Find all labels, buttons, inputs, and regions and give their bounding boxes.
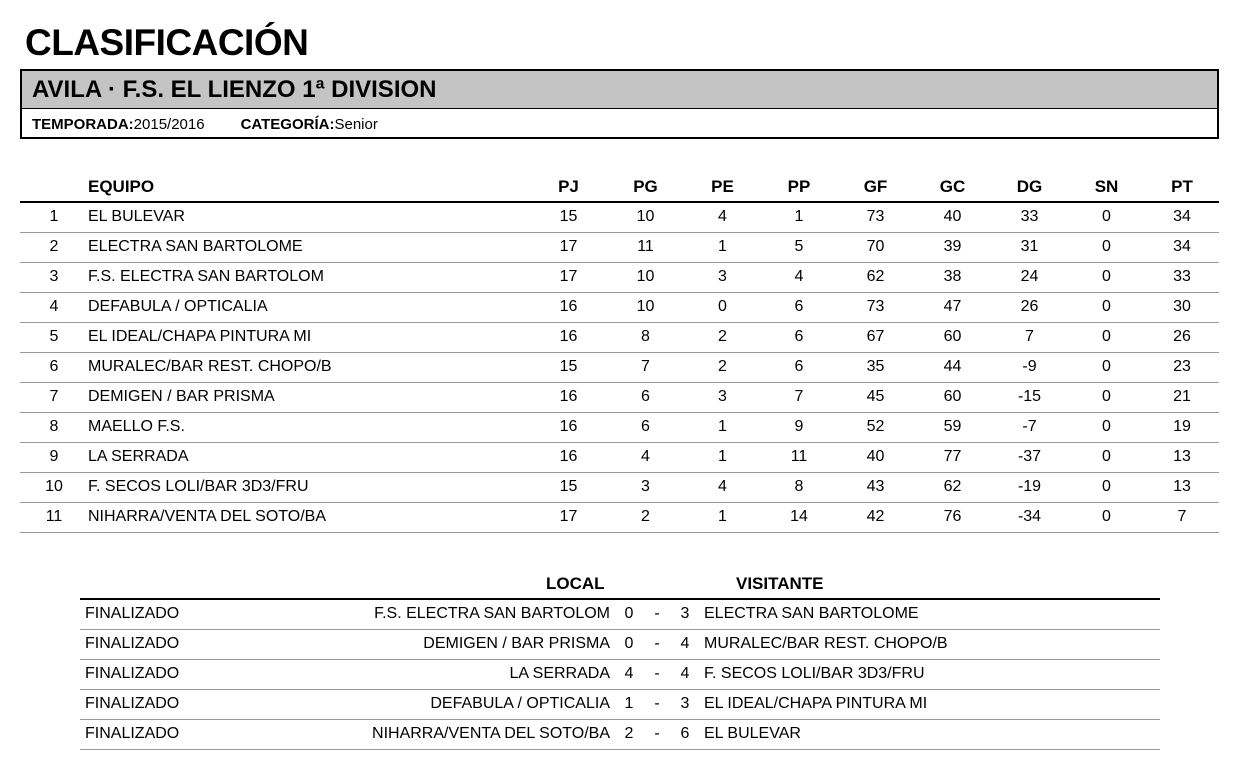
standings-stat: 16	[530, 442, 607, 472]
result-row	[80, 629, 1160, 659]
standings-team: NIHARRA/VENTA DEL SOTO/BA	[88, 502, 530, 532]
standings-row	[20, 442, 1219, 472]
standings-stat: 16	[530, 412, 607, 442]
standings-position: 3	[20, 262, 88, 292]
standings-stat: 0	[1068, 292, 1145, 322]
standings-row	[20, 412, 1219, 442]
standings-header-cell: PT	[1145, 172, 1219, 202]
standings-position: 8	[20, 412, 88, 442]
page-title: CLASIFICACIÓN	[25, 22, 309, 63]
result-separator: -	[648, 599, 666, 629]
standings-stat: 8	[761, 472, 837, 502]
standings-stat: 1	[761, 202, 837, 232]
standings-stat: 13	[1145, 442, 1219, 472]
standings-stat: 73	[837, 292, 914, 322]
result-row	[80, 719, 1160, 749]
standings-stat: 0	[1068, 262, 1145, 292]
standings-stat: 52	[837, 412, 914, 442]
result-status: FINALIZADO	[80, 689, 260, 719]
standings-row	[20, 382, 1219, 412]
standings-stat: 77	[914, 442, 991, 472]
standings-stat: 67	[837, 322, 914, 352]
standings-stat: 0	[684, 292, 761, 322]
standings-stat: 7	[761, 382, 837, 412]
standings-team: ELECTRA SAN BARTOLOME	[88, 232, 530, 262]
result-local-team: F.S. ELECTRA SAN BARTOLOM	[260, 599, 610, 629]
competition-name: AVILA · F.S. EL LIENZO 1ª DIVISION	[32, 75, 437, 103]
standings-stat: 0	[1068, 352, 1145, 382]
standings-stat: 4	[684, 472, 761, 502]
results-table	[80, 598, 1160, 750]
standings-table	[20, 172, 1219, 533]
standings-position: 6	[20, 352, 88, 382]
standings-stat: 19	[1145, 412, 1219, 442]
standings-row	[20, 292, 1219, 322]
standings-stat: 16	[530, 382, 607, 412]
standings-stat: 42	[837, 502, 914, 532]
standings-stat: 23	[1145, 352, 1219, 382]
standings-team: MURALEC/BAR REST. CHOPO/B	[88, 352, 530, 382]
result-local-goals: 4	[610, 659, 648, 689]
standings-stat: -19	[991, 472, 1068, 502]
standings-header-cell	[20, 172, 88, 202]
result-row	[80, 659, 1160, 689]
standings-stat: 62	[837, 262, 914, 292]
standings-stat: 17	[530, 232, 607, 262]
standings-stat: 8	[607, 322, 684, 352]
standings-stat: 40	[837, 442, 914, 472]
result-row	[80, 599, 1160, 629]
standings-stat: 1	[684, 502, 761, 532]
standings-header-cell: PG	[607, 172, 684, 202]
standings-stat: 76	[914, 502, 991, 532]
standings-stat: 59	[914, 412, 991, 442]
standings-stat: 30	[1145, 292, 1219, 322]
standings-stat: 1	[684, 232, 761, 262]
standings-stat: -15	[991, 382, 1068, 412]
result-local-goals: 0	[610, 599, 648, 629]
standings-position: 5	[20, 322, 88, 352]
standings-stat: 24	[991, 262, 1068, 292]
result-local-team: NIHARRA/VENTA DEL SOTO/BA	[260, 719, 610, 749]
standings-stat: 26	[1145, 322, 1219, 352]
standings-stat: 35	[837, 352, 914, 382]
standings-team: MAELLO F.S.	[88, 412, 530, 442]
result-visitor-team: EL BULEVAR	[704, 719, 1160, 749]
result-separator: -	[648, 689, 666, 719]
standings-stat: 60	[914, 322, 991, 352]
standings-stat: 70	[837, 232, 914, 262]
result-separator: -	[648, 629, 666, 659]
standings-position: 4	[20, 292, 88, 322]
season-label: TEMPORADA:	[32, 115, 134, 133]
standings-stat: 0	[1068, 442, 1145, 472]
standings-team: LA SERRADA	[88, 442, 530, 472]
standings-team: EL BULEVAR	[88, 202, 530, 232]
standings-stat: 15	[530, 202, 607, 232]
result-status: FINALIZADO	[80, 659, 260, 689]
standings-header-cell: DG	[991, 172, 1068, 202]
standings-stat: 9	[761, 412, 837, 442]
standings-position: 11	[20, 502, 88, 532]
result-visitor-goals: 4	[666, 659, 704, 689]
standings-stat: 0	[1068, 202, 1145, 232]
standings-stat: 2	[684, 352, 761, 382]
result-separator: -	[648, 719, 666, 749]
result-row	[80, 689, 1160, 719]
standings-stat: 3	[607, 472, 684, 502]
standings-team: DEFABULA / OPTICALIA	[88, 292, 530, 322]
standings-position: 2	[20, 232, 88, 262]
result-visitor-team: EL IDEAL/CHAPA PINTURA MI	[704, 689, 1160, 719]
competition-meta	[22, 109, 1217, 139]
standings-stat: 11	[761, 442, 837, 472]
standings-stat: 0	[1068, 412, 1145, 442]
standings-stat: 38	[914, 262, 991, 292]
standings-stat: 26	[991, 292, 1068, 322]
standings-stat: 62	[914, 472, 991, 502]
standings-team: EL IDEAL/CHAPA PINTURA MI	[88, 322, 530, 352]
standings-stat: 0	[1068, 322, 1145, 352]
standings-row	[20, 262, 1219, 292]
result-status: FINALIZADO	[80, 629, 260, 659]
standings-team: DEMIGEN / BAR PRISMA	[88, 382, 530, 412]
standings-stat: 21	[1145, 382, 1219, 412]
standings-header-cell: GF	[837, 172, 914, 202]
result-visitor-goals: 4	[666, 629, 704, 659]
standings-stat: 44	[914, 352, 991, 382]
standings-position: 10	[20, 472, 88, 502]
standings-stat: 33	[991, 202, 1068, 232]
standings-stat: 17	[530, 502, 607, 532]
standings-stat: 0	[1068, 502, 1145, 532]
standings-stat: -9	[991, 352, 1068, 382]
standings-stat: 6	[761, 292, 837, 322]
standings-row	[20, 502, 1219, 532]
competition-header	[20, 69, 1219, 139]
standings-stat: 2	[684, 322, 761, 352]
standings-row	[20, 472, 1219, 502]
standings-position: 1	[20, 202, 88, 232]
result-local-team: DEMIGEN / BAR PRISMA	[260, 629, 610, 659]
standings-row	[20, 232, 1219, 262]
standings-stat: 0	[1068, 472, 1145, 502]
standings-stat: -34	[991, 502, 1068, 532]
standings-stat: 33	[1145, 262, 1219, 292]
result-status: FINALIZADO	[80, 599, 260, 629]
standings-stat: 0	[1068, 382, 1145, 412]
result-visitor-goals: 6	[666, 719, 704, 749]
standings-stat: 7	[1145, 502, 1219, 532]
category-value: Senior	[334, 115, 378, 133]
standings-position: 9	[20, 442, 88, 472]
standings-stat: 40	[914, 202, 991, 232]
result-local-goals: 2	[610, 719, 648, 749]
standings-stat: 4	[761, 262, 837, 292]
result-visitor-team: ELECTRA SAN BARTOLOME	[704, 599, 1160, 629]
standings-stat: 34	[1145, 232, 1219, 262]
result-local-goals: 0	[610, 629, 648, 659]
standings-stat: 10	[607, 292, 684, 322]
standings-stat: 6	[761, 352, 837, 382]
standings-team: F.S. ELECTRA SAN BARTOLOM	[88, 262, 530, 292]
results-visitor-header: VISITANTE	[736, 574, 824, 593]
standings-stat: 1	[684, 412, 761, 442]
standings-stat: 7	[991, 322, 1068, 352]
result-visitor-goals: 3	[666, 599, 704, 629]
standings-stat: 0	[1068, 232, 1145, 262]
season-value: 2015/2016	[133, 115, 205, 133]
standings-stat: 17	[530, 262, 607, 292]
standings-position: 7	[20, 382, 88, 412]
standings-stat: 39	[914, 232, 991, 262]
standings-stat: 31	[991, 232, 1068, 262]
standings-stat: 6	[607, 412, 684, 442]
standings-stat: 4	[684, 202, 761, 232]
result-visitor-team: F. SECOS LOLI/BAR 3D3/FRU	[704, 659, 1160, 689]
result-visitor-team: MURALEC/BAR REST. CHOPO/B	[704, 629, 1160, 659]
competition-band	[22, 71, 1217, 109]
standings-stat: 14	[761, 502, 837, 532]
standings-stat: 10	[607, 202, 684, 232]
standings-stat: 6	[607, 382, 684, 412]
standings-row	[20, 202, 1219, 232]
result-local-team: LA SERRADA	[260, 659, 610, 689]
result-separator: -	[648, 659, 666, 689]
standings-stat: 45	[837, 382, 914, 412]
standings-stat: 1	[684, 442, 761, 472]
standings-stat: 3	[684, 262, 761, 292]
results-local-header: LOCAL	[546, 574, 605, 593]
standings-stat: 73	[837, 202, 914, 232]
standings-stat: -37	[991, 442, 1068, 472]
standings-stat: 10	[607, 262, 684, 292]
standings-header-cell: PE	[684, 172, 761, 202]
standings-stat: 4	[607, 442, 684, 472]
standings-header-cell: PP	[761, 172, 837, 202]
standings-stat: 5	[761, 232, 837, 262]
standings-stat: 47	[914, 292, 991, 322]
result-visitor-goals: 3	[666, 689, 704, 719]
standings-stat: 15	[530, 352, 607, 382]
standings-stat: 16	[530, 322, 607, 352]
standings-stat: 7	[607, 352, 684, 382]
standings-stat: 43	[837, 472, 914, 502]
standings-header-cell: EQUIPO	[88, 172, 530, 202]
result-status: FINALIZADO	[80, 719, 260, 749]
category-label: CATEGORÍA:	[240, 115, 335, 133]
standings-header-cell: GC	[914, 172, 991, 202]
standings-stat: -7	[991, 412, 1068, 442]
standings-row	[20, 352, 1219, 382]
standings-stat: 11	[607, 232, 684, 262]
result-local-team: DEFABULA / OPTICALIA	[260, 689, 610, 719]
standings-stat: 34	[1145, 202, 1219, 232]
standings-stat: 3	[684, 382, 761, 412]
standings-team: F. SECOS LOLI/BAR 3D3/FRU	[88, 472, 530, 502]
standings-stat: 60	[914, 382, 991, 412]
standings-header-row	[20, 172, 1219, 202]
standings-header-cell: SN	[1068, 172, 1145, 202]
standings-stat: 16	[530, 292, 607, 322]
result-local-goals: 1	[610, 689, 648, 719]
standings-row	[20, 322, 1219, 352]
standings-stat: 6	[761, 322, 837, 352]
standings-stat: 13	[1145, 472, 1219, 502]
standings-stat: 2	[607, 502, 684, 532]
standings-header-cell: PJ	[530, 172, 607, 202]
standings-stat: 15	[530, 472, 607, 502]
